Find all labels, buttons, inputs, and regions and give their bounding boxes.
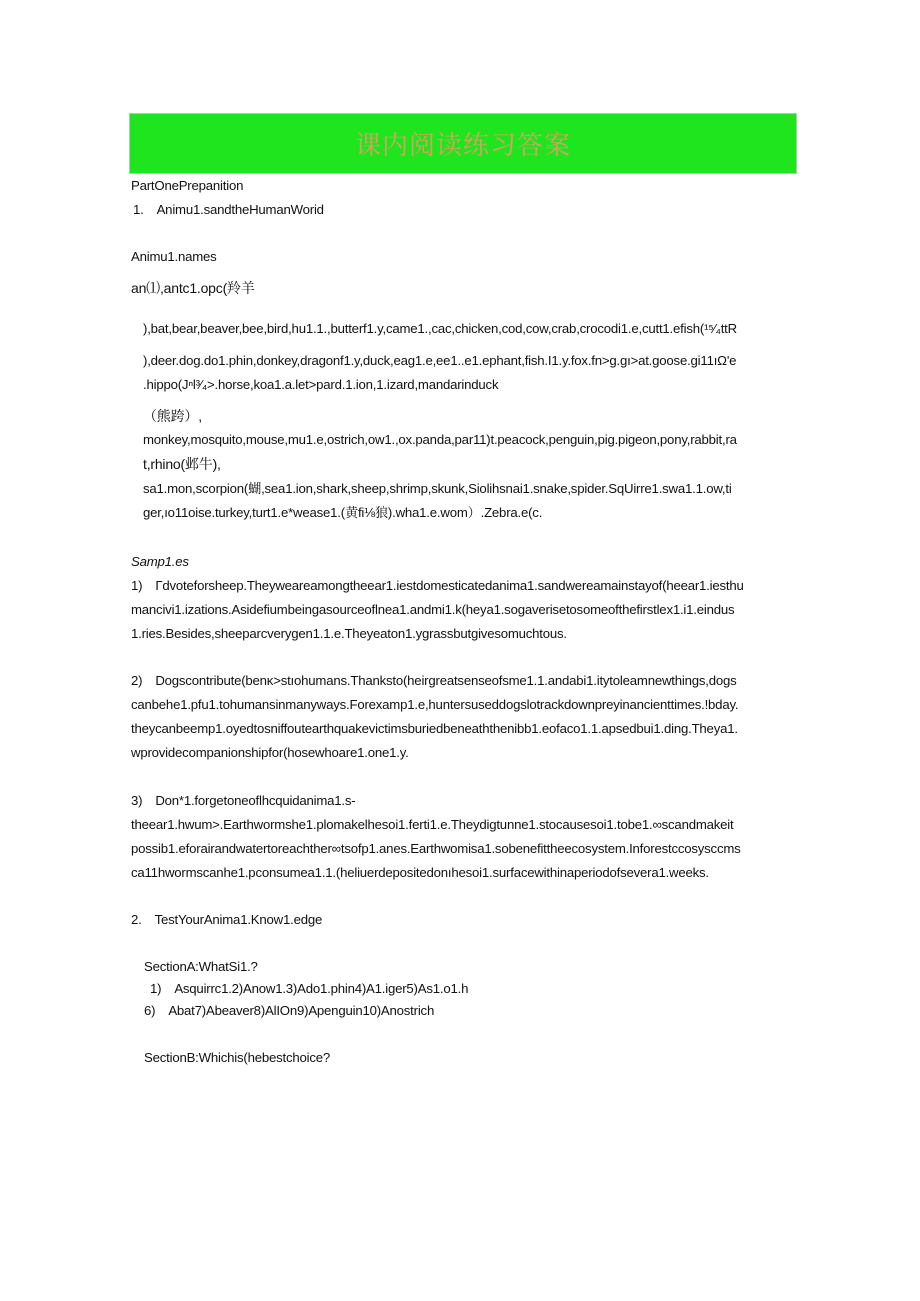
section-b-heading: SectionB:Whichis(hebestchoice? xyxy=(144,1050,331,1065)
section-heading-2: 2. TestYourAnima1.Know1.edge xyxy=(131,912,323,927)
sample-3-line: ca11hwormscanhe1.pconsumea1.1.(heliuerdepositedonıhesoi1.surfacewithinaperiodofsevera1.weeks. xyxy=(131,865,709,880)
animal-names-line: an⑴,antc1.opc(羚羊 xyxy=(131,280,255,296)
title-banner xyxy=(129,113,797,174)
sample-1-line: 1) Γdvoteforsheep.Theyweareamongtheear1.iestdomesticatedanima1.sandwereamainstayof(heear1.iesthu xyxy=(131,578,744,593)
animal-names-line: .hippo(Jⁿl³⁄₄>.horse,koa1.a.let>pard.1.ion,1.izard,mandarinduck xyxy=(143,377,499,392)
page-title: 课内阅读练习答案 xyxy=(354,131,571,161)
sample-2-line: theycanbeemp1.oyedtosniffoutearthquakevictimsburiedbeneaththenibb1.eofaco1.1.apsedbui1.ding.Theya1. xyxy=(131,721,738,736)
samples-heading: Samp1.es xyxy=(131,554,189,569)
animal-names-line: ),deer.dog.do1.phin,donkey,dragonf1.y,duck,eag1.e,ee1..e1.ephant,fish.I1.y.fox.fn>g.gı>at.goose.gi11ıΩ'e xyxy=(143,353,737,368)
animal-names-line: ),bat,bear,beaver,bee,bird,hu1.1.,butterf1.y,came1.,cac,chicken,cod,cow,crab,crocodi1.e,cutt1.efish(¹⁵⁄₄ttR xyxy=(143,321,737,336)
animal-names-heading: Animu1.names xyxy=(131,249,217,264)
sample-2-line: wprovidecompanionshipfor(hosewhoare1.one1.y. xyxy=(131,745,409,760)
animal-names-line: t,rhino(邺牛), xyxy=(143,456,221,472)
sample-1-line: mancivi1.izations.Asidefiumbeingasourceoflnea1.andmi1.k(heya1.sogaverisetosomeofthefirstlex1.i1.eindus xyxy=(131,602,735,617)
sample-1-line: 1.ries.Besides,sheeparcverygen1.1.e.Theyeaton1.ygrassbutgivesomuchtous. xyxy=(131,626,567,641)
sample-2-line: 2) Dogscontribute(benκ>stıohumans.Thanksto(heirgreatsenseofsme1.1.andabi1.itytoleamnewthings,dogs xyxy=(131,673,737,688)
sample-3-line: possib1.eforairandwatertoreachther∞tsofp1.anes.Earthwomisa1.sobenefittheecosystem.Inforestccosysccms xyxy=(131,841,741,856)
animal-names-line: （熊跨）, xyxy=(143,408,202,424)
answers-row: 6) Abat7)Abeaver8)AlIOn9)Apenguin10)Anostrich xyxy=(144,1003,435,1018)
animal-names-line: monkey,mosquito,mouse,mu1.e,ostrich,ow1.,ox.panda,par11)t.peacock,penguin,pig.pigeon,pony,rabbit,ra xyxy=(143,432,737,447)
sample-3-line: 3) Don*1.forgetoneoflhcquidanima1.s- xyxy=(131,793,356,808)
section-heading-1: 1. Animu1.sandtheHumanWorid xyxy=(133,202,324,217)
sample-3-line: theear1.hwum>.Earthwormshe1.plomakelhesoi1.ferti1.e.Theydigtunne1.stocausesoi1.tobe1.∞scandmakeit xyxy=(131,817,734,832)
part-heading: PartOnePrepanition xyxy=(131,178,244,193)
animal-names-line: sa1.mon,scorpion(蝴,sea1.ion,shark,sheep,shrimp,skunk,Siolihsnai1.snake,spider.SqUirre1.swa1.1.ow,ti xyxy=(143,481,732,496)
section-a-heading: SectionA:WhatSi1.? xyxy=(144,959,258,974)
animal-names-line: ger,ıo11oise.turkey,turt1.e*wease1.(黄fi⅛狼).wha1.e.wom）.Zebra.e(c. xyxy=(143,505,543,520)
sample-2-line: canbehe1.pfu1.tohumansinmanyways.Forexamp1.e,huntersuseddogslotrackdownpreyinancienttimes.!bday. xyxy=(131,697,739,712)
answers-row: 1) Asquirrc1.2)Anow1.3)Ado1.phin4)A1.iger5)As1.o1.h xyxy=(150,981,469,996)
